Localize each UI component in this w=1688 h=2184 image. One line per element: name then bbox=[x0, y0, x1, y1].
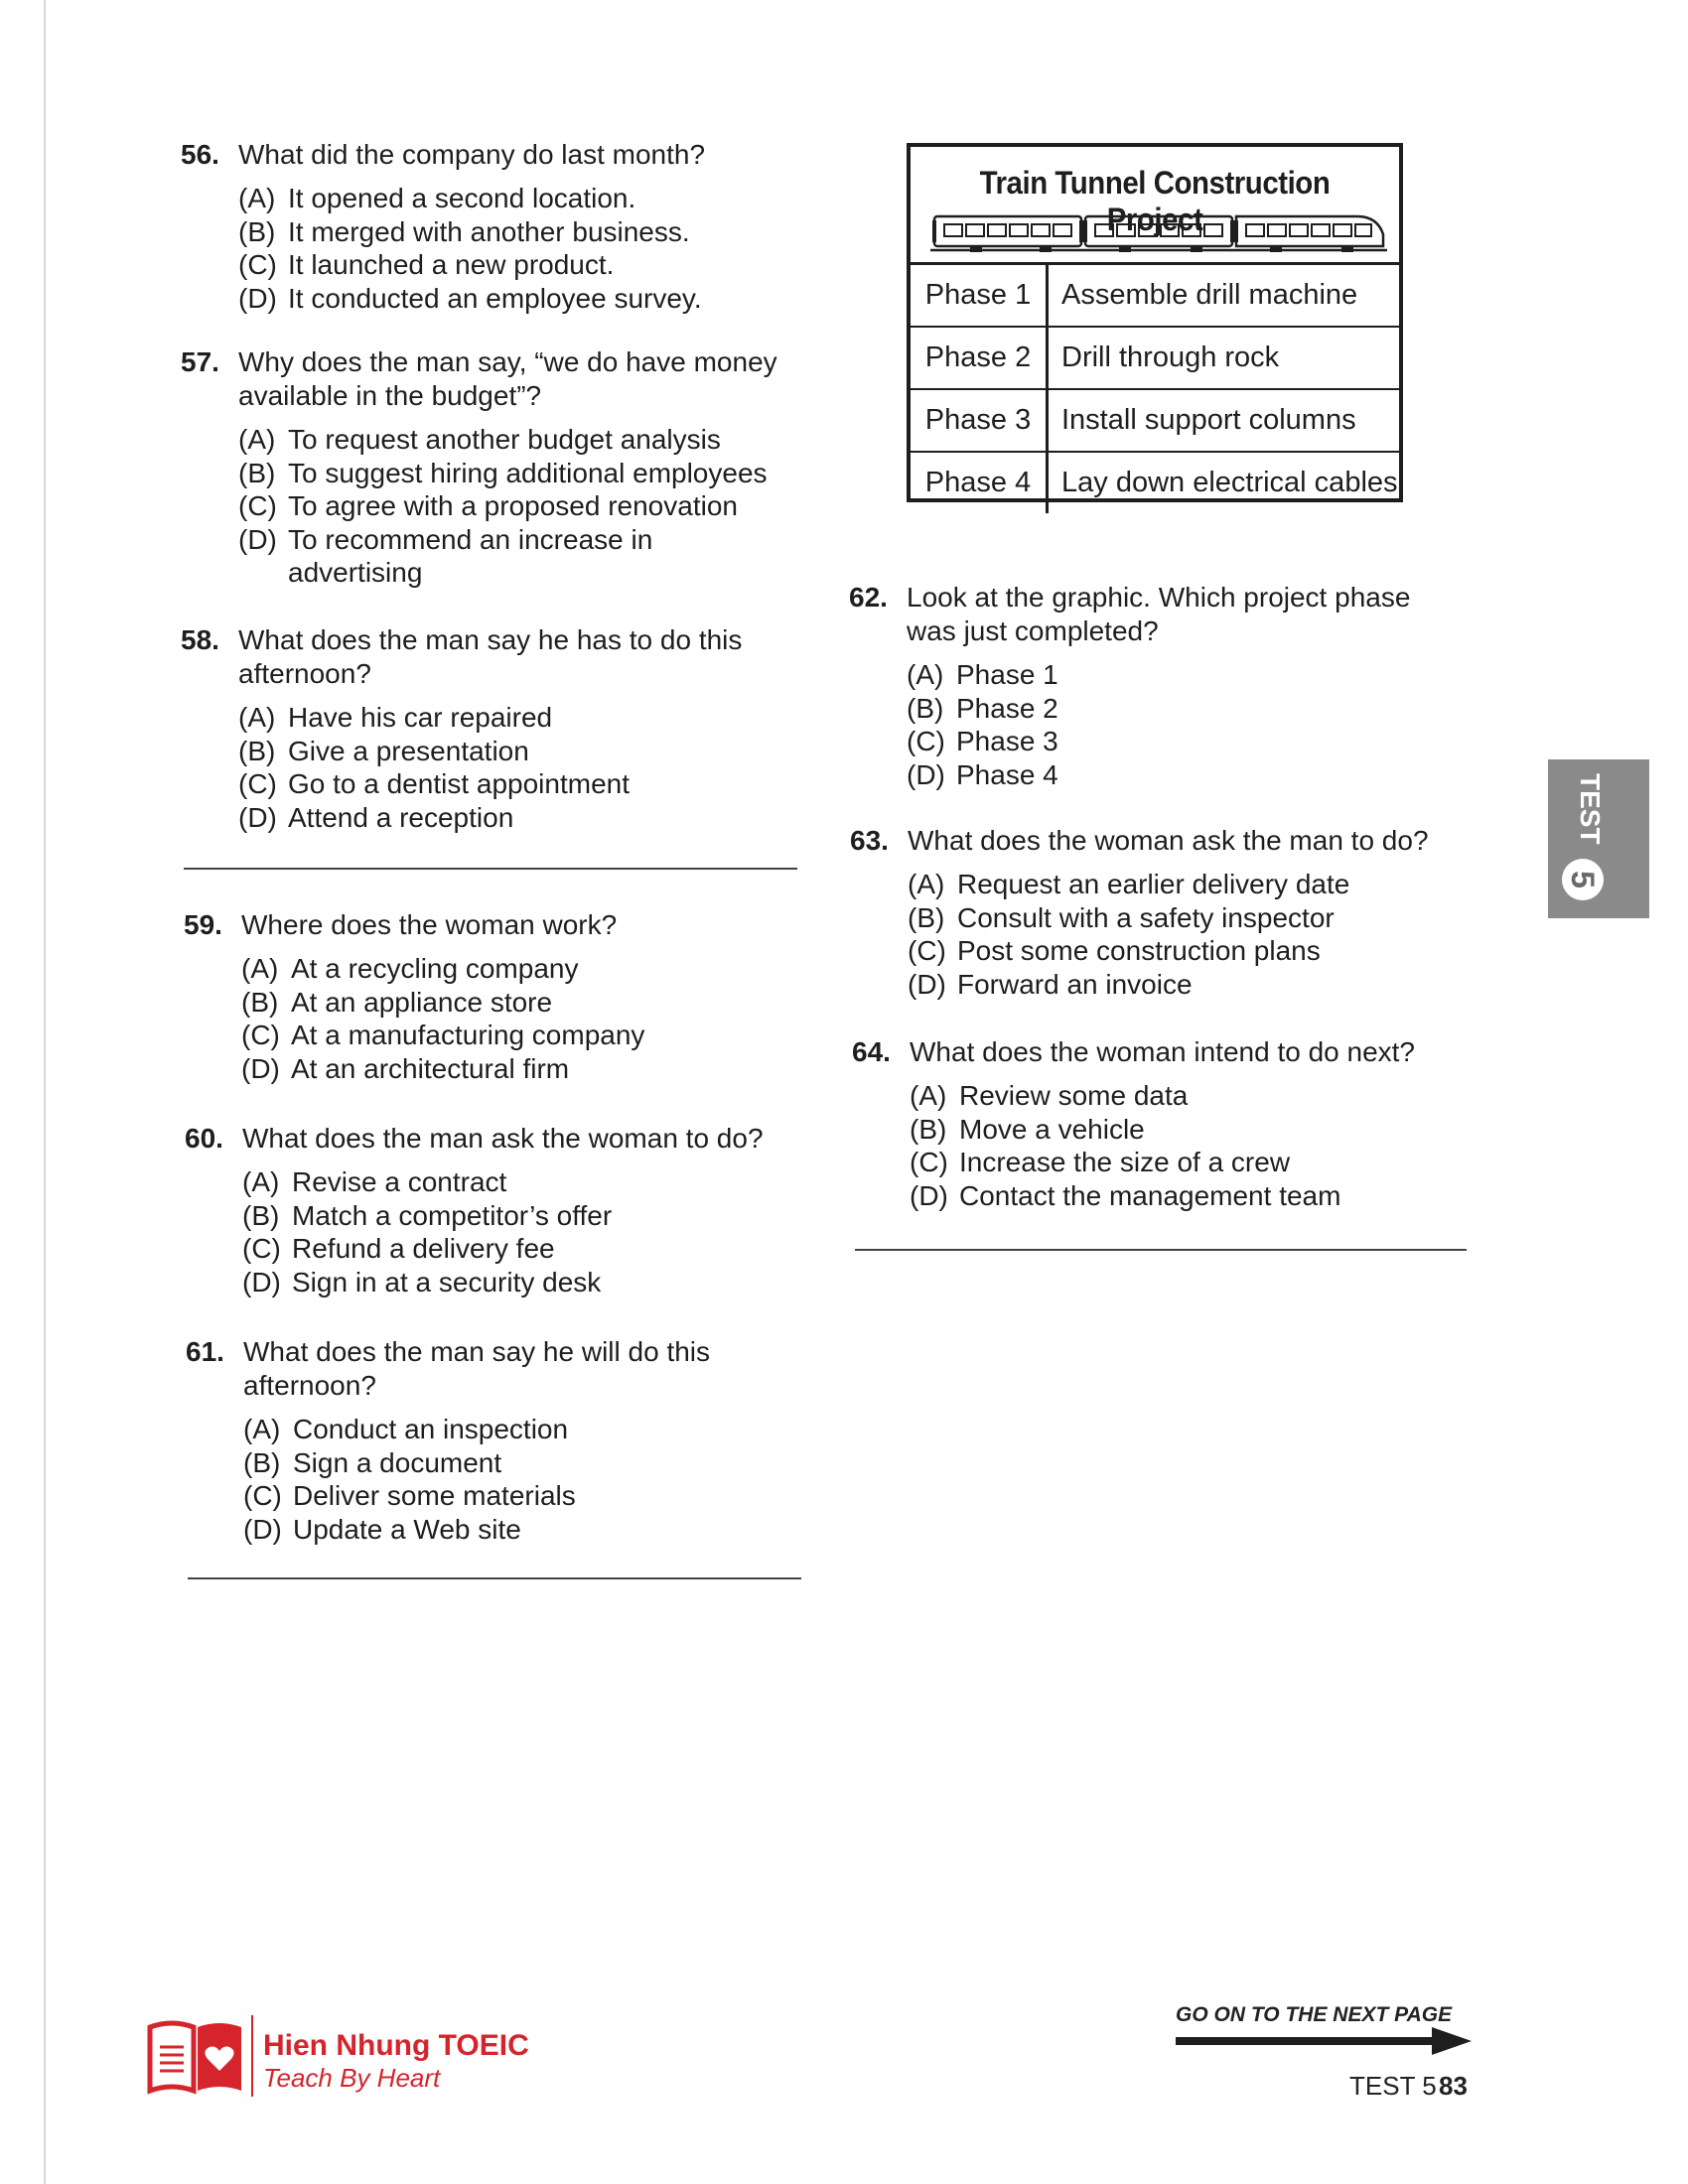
question-63 bbox=[850, 824, 1485, 1003]
option-b[interactable]: (B) Consult with a safety inspector bbox=[908, 901, 1335, 933]
question-stem: Look at the graphic. Which project phase was just completed? bbox=[907, 582, 1411, 646]
page-edge bbox=[44, 0, 46, 2184]
phase-task: Drill through rock bbox=[1061, 341, 1280, 373]
question-56 bbox=[181, 138, 816, 317]
arrow-right-icon bbox=[1176, 2025, 1474, 2059]
phase-label: Phase 3 bbox=[911, 390, 1049, 451]
option-a[interactable]: (A) To request another budget analysis bbox=[238, 424, 721, 455]
question-stem: What does the man ask the woman to do? bbox=[242, 1123, 764, 1154]
option-list bbox=[238, 423, 768, 590]
option-c[interactable]: (C) Post some construction plans bbox=[908, 935, 1321, 966]
question-stem: Where does the woman work? bbox=[241, 909, 618, 940]
question-stem: What does the man say he has to do this afternoon? bbox=[238, 624, 743, 689]
question-59 bbox=[184, 908, 819, 1087]
question-57 bbox=[181, 345, 816, 594]
section-divider bbox=[184, 868, 797, 870]
option-b[interactable]: (B) Give a presentation bbox=[238, 735, 529, 766]
option-d[interactable]: (D) To recommend an increase in advertising bbox=[238, 523, 653, 588]
question-64 bbox=[852, 1035, 1487, 1214]
option-a[interactable]: (A) Review some data bbox=[910, 1080, 1189, 1111]
option-c[interactable]: (C) Go to a dentist appointment bbox=[238, 768, 630, 799]
side-tab-number: 5 bbox=[1562, 859, 1604, 900]
question-61 bbox=[186, 1335, 821, 1554]
option-d[interactable]: (D) Forward an invoice bbox=[908, 968, 1193, 1000]
option-a[interactable]: (A) Request an earlier delivery date bbox=[908, 869, 1350, 899]
section-divider bbox=[855, 1249, 1467, 1251]
phase-row bbox=[911, 328, 1399, 390]
phase-label: Phase 2 bbox=[911, 328, 1049, 388]
question-number: 64. bbox=[852, 1036, 891, 1067]
question-62 bbox=[849, 581, 1484, 799]
question-number: 57. bbox=[181, 346, 219, 377]
option-list bbox=[242, 1165, 612, 1298]
phase-row bbox=[911, 390, 1399, 453]
brand-name: Hien Nhung TOEIC bbox=[263, 2029, 529, 2062]
option-c[interactable]: (C) Deliver some materials bbox=[243, 1480, 576, 1511]
option-c[interactable]: (C) Increase the size of a crew bbox=[910, 1147, 1291, 1177]
option-list bbox=[907, 658, 1058, 791]
phase-task: Lay down electrical cables bbox=[1061, 467, 1398, 498]
question-58 bbox=[181, 623, 816, 842]
question-stem: What does the man say he will do this afternoon? bbox=[243, 1336, 711, 1401]
option-d[interactable]: (D) Sign in at a security desk bbox=[242, 1266, 602, 1297]
option-list bbox=[241, 952, 644, 1085]
option-b[interactable]: (B) To suggest hiring additional employees bbox=[238, 457, 768, 488]
option-d[interactable]: (D) It conducted an employee survey. bbox=[238, 282, 702, 314]
graphic-header bbox=[911, 147, 1399, 265]
question-stem: What does the woman ask the man to do? bbox=[908, 825, 1429, 856]
option-a[interactable]: (A) Have his car repaired bbox=[238, 702, 553, 733]
option-b[interactable]: (B) Sign a document bbox=[243, 1446, 502, 1478]
phase-label: Phase 4 bbox=[911, 453, 1049, 513]
option-d[interactable]: (D) Phase 4 bbox=[907, 758, 1058, 790]
option-d[interactable]: (D) Contact the management team bbox=[910, 1179, 1341, 1211]
page-footer-label: TEST 5 bbox=[1349, 2071, 1437, 2101]
option-d[interactable]: (D) Update a Web site bbox=[243, 1513, 521, 1545]
graphic-title: Train Tunnel Construction Project bbox=[979, 165, 1331, 237]
question-stem: Why does the man say, “we do have money available in the budget”? bbox=[238, 346, 777, 411]
option-b[interactable]: (B) At an appliance store bbox=[241, 986, 553, 1018]
question-number: 59. bbox=[184, 909, 222, 940]
option-c[interactable]: (C) Refund a delivery fee bbox=[242, 1233, 555, 1264]
option-list bbox=[243, 1413, 576, 1546]
construction-graphic bbox=[907, 143, 1403, 502]
question-stem: What did the company do last month? bbox=[238, 139, 706, 170]
brand-divider bbox=[251, 2015, 253, 2097]
question-number: 61. bbox=[186, 1336, 224, 1367]
option-c[interactable]: (C) Phase 3 bbox=[907, 726, 1058, 756]
phase-label: Phase 1 bbox=[911, 265, 1049, 326]
option-d[interactable]: (D) Attend a reception bbox=[238, 801, 514, 833]
option-list bbox=[908, 868, 1349, 1001]
phase-task: Assemble drill machine bbox=[1061, 279, 1358, 311]
question-number: 56. bbox=[181, 139, 219, 170]
option-c[interactable]: (C) It launched a new product. bbox=[238, 249, 615, 280]
question-number: 60. bbox=[185, 1123, 223, 1154]
option-list bbox=[238, 182, 702, 315]
option-a[interactable]: (A) It opened a second location. bbox=[238, 183, 636, 213]
test-side-tab bbox=[1548, 759, 1649, 918]
question-number: 63. bbox=[850, 825, 889, 856]
option-c[interactable]: (C) To agree with a proposed renovation bbox=[238, 490, 738, 521]
question-number: 58. bbox=[181, 624, 219, 655]
option-b[interactable]: (B) Phase 2 bbox=[907, 692, 1058, 724]
option-d[interactable]: (D) At an architectural firm bbox=[241, 1052, 570, 1084]
option-a[interactable]: (A) Conduct an inspection bbox=[243, 1414, 569, 1444]
option-a[interactable]: (A) At a recycling company bbox=[241, 953, 579, 984]
train-icon bbox=[930, 212, 1387, 256]
option-b[interactable]: (B) It merged with another business. bbox=[238, 215, 690, 247]
question-stem: What does the woman intend to do next? bbox=[910, 1036, 1415, 1067]
book-heart-icon bbox=[146, 2017, 245, 2099]
option-c[interactable]: (C) At a manufacturing company bbox=[241, 1020, 645, 1050]
option-b[interactable]: (B) Match a competitor’s offer bbox=[242, 1199, 613, 1231]
option-a[interactable]: (A) Revise a contract bbox=[242, 1166, 507, 1197]
section-divider bbox=[188, 1577, 801, 1579]
option-a[interactable]: (A) Phase 1 bbox=[907, 659, 1058, 690]
phase-row bbox=[911, 265, 1399, 328]
question-number: 62. bbox=[849, 582, 888, 613]
phase-task: Install support columns bbox=[1061, 404, 1356, 436]
option-list bbox=[238, 701, 630, 834]
question-60 bbox=[185, 1122, 820, 1300]
option-list bbox=[910, 1079, 1340, 1212]
phase-row bbox=[911, 453, 1399, 513]
next-page-label: GO ON TO THE NEXT PAGE bbox=[1176, 2003, 1453, 2026]
option-b[interactable]: (B) Move a vehicle bbox=[910, 1113, 1145, 1145]
brand-slogan: Teach By Heart bbox=[263, 2063, 441, 2093]
page-number: 83 bbox=[1439, 2071, 1468, 2101]
side-tab-label: TEST bbox=[1575, 773, 1606, 845]
